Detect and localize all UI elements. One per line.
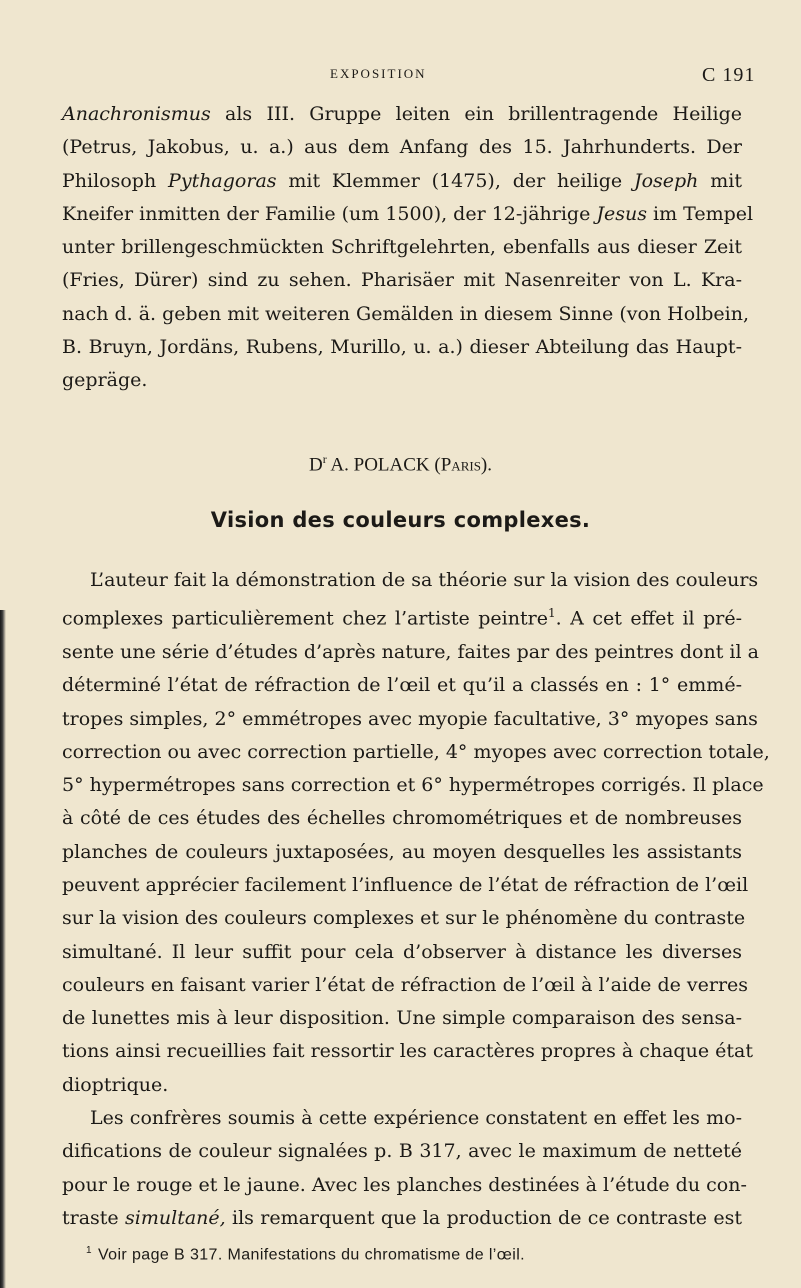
footnote-text: Voir page B 317. Manifestations du chromatisme de l’œil. [97,1246,526,1264]
page-edge-shadow [0,610,6,1288]
paragraph-anachronismus [62,98,754,398]
running-head-title: EXPOSITION [330,66,427,81]
text-line: simultané. Il leur suffit pour cela d’observer à distance les diverses [62,940,742,963]
text-run: complexes particulièrement chez l’artiste peintre [62,607,548,630]
page-number: C 191 [702,64,756,86]
text-line [62,198,754,231]
text-line: peuvent apprécier facilement l’influence de l’état de réfraction de l’œil [62,874,749,896]
term-anachronismus: Anachronismus [62,103,211,125]
term-jesus: Jesus [596,202,647,225]
text-run: als III. Gruppe leiten ein brillentragende Heilige [210,103,742,125]
text-line: difications de couleur signalées p. B 317, avec le maximum de netteté [62,1140,742,1163]
text-run: ils remarquent que la production de ce contraste est [225,1206,743,1229]
text-run: traste [62,1206,126,1229]
text-line: à côté de ces études des échelles chromométriques et de nombreuses [62,807,742,830]
text-line [62,98,742,131]
text-line: planches de couleurs juxtaposées, au moyen desquelles les assistants [62,840,742,863]
text-line: 5° hypermétropes sans correction et 6° hypermétropes corrigés. Il place [62,774,764,797]
text-line: (Petrus, Jakobus, u. a.) aus dem Anfang des 15. Jahrhunderts. Der [62,136,742,159]
text-line: de lunettes mis à leur disposition. Une simple comparaison des sensa- [62,1007,742,1030]
term-simultane: simultané, [125,1206,226,1229]
text-line: B. Bruyn, Jordäns, Rubens, Murillo, u. a.) dieser Abteilung das Haupt- [62,336,742,359]
text-line: tions ainsi recueillies fait ressortir les caractères propres à chaque état [62,1040,753,1063]
footnote [86,1245,525,1264]
text-line: dioptrique. [62,1073,169,1096]
text-run: mit Klemmer (1475), der heilige [276,169,634,192]
author-heading [0,452,801,476]
author-title: D [308,454,323,476]
author-title-sup: r [322,452,327,466]
text-line: sur la vision des couleurs complexes et sur le phénomène du contraste [62,907,746,930]
text-line [62,165,742,198]
text-line: pour le rouge et le jaune. Avec les planches destinées à l’étude du con- [62,1173,747,1196]
text-line: correction ou avec correction partielle, 4° myopes avec correction totale, [62,740,770,763]
text-line: nach d. ä. geben mit weiteren Gemälden in diesem Sinne (von Holbein, [62,302,750,325]
paragraph-main [62,564,770,1235]
text-line: L’auteur fait la démonstration de sa théorie sur la vision des couleurs [90,569,759,591]
text-line: unter brillengeschmückten Schriftgelehrten, ebenfalls aus dieser Zeit [62,236,742,259]
text-run: Philosoph [62,169,169,192]
text-line: couleurs en faisant varier l’état de réfraction de l’œil à l’aide de verres [62,973,749,996]
text-line [62,597,742,636]
author-city: Paris [440,454,481,476]
term-joseph: Joseph [633,169,699,192]
article-title: Vision des couleurs complexes. [210,508,591,532]
text-line [62,1202,742,1235]
author-name: A. POLACK ( [326,454,441,476]
footnote-reference: 1 [547,606,556,621]
term-pythagoras: Pythagoras [168,169,277,192]
text-line: tropes simples, 2° emmétropes avec myopie facultative, 3° myopes sans [62,707,758,730]
running-head [0,64,801,88]
text-run: mit [698,169,742,192]
text-run: ). [480,454,492,476]
text-line: déterminé l’état de réfraction de l’œil et qu’il a classés en : 1° emmé- [62,674,742,697]
text-line: sente une série d’études d’après nature, faites par des peintres dont il a [62,640,759,663]
text-run: Kneifer inmitten der Familie (um 1500), der 12-jährige [62,202,597,225]
text-run: . A cet effet il pré- [555,607,742,630]
text-line: gepräge. [62,369,148,392]
text-line: (Fries, Dürer) sind zu sehen. Pharisäer mit Nasenreiter von L. Kra- [62,269,742,292]
footnote-number: 1 [86,1245,92,1256]
text-line: Les confrères soumis à cette expérience constatent en effet les mo- [90,1107,742,1130]
text-run: im Tempel [646,202,754,225]
